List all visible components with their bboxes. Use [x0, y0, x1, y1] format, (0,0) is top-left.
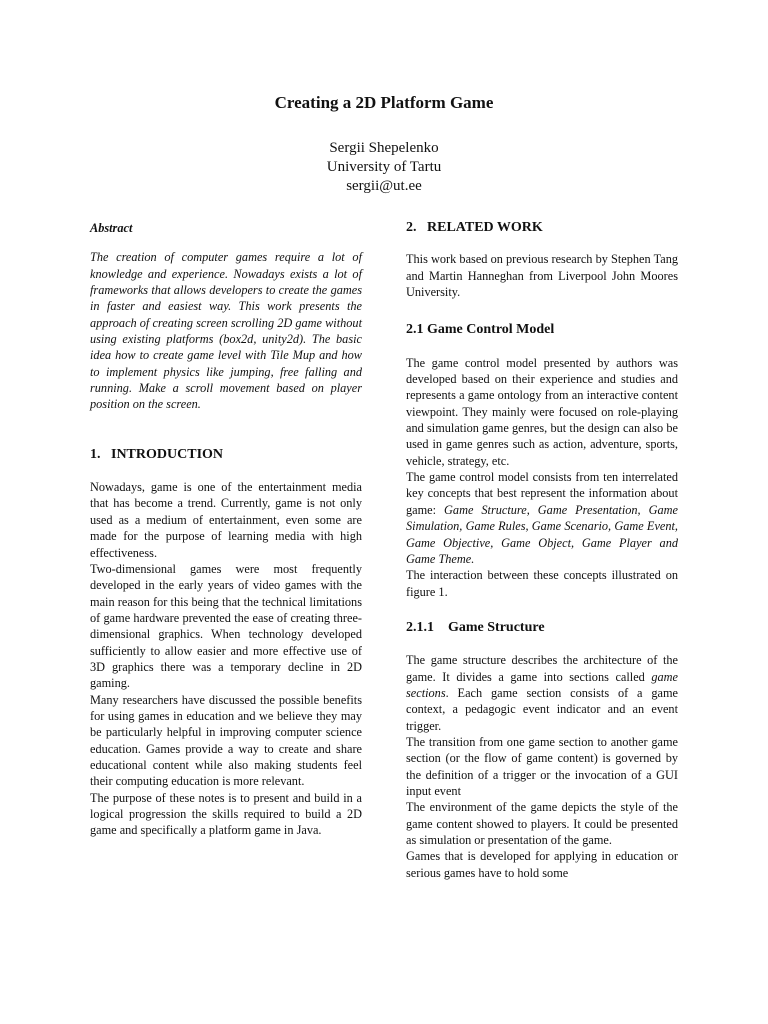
abstract-heading: Abstract	[90, 221, 133, 235]
related-work-paragraph: This work based on previous research by Stephen Tang and Martin Hanneghan from Liverpool John Moores University.	[406, 252, 678, 300]
game-control-model-paragraph-2	[406, 469, 678, 567]
concepts-list: Game Structure, Game Presentation, Game Simulation, Game Rules, Game Scenario, Game Event, Game Objective, Game Object, Game Player and Game Theme.	[406, 502, 678, 566]
author-affiliation: University of Tartu	[326, 159, 442, 175]
game-structure-paragraph-4: Games that is developed for applying in education or serious games have to hold some	[406, 849, 678, 880]
left-column	[90, 220, 362, 839]
author-name: Sergii Shepelenko	[329, 140, 439, 156]
abstract-text: The creation of computer games require a lot of knowledge and experience. Nowadays exists a lot of frameworks that allows developers to create the games in faster and easiest way. This work presents the approach of creating screen scrolling 2D game without using existing platforms (box2d, unity2d). The basic idea how to create game level with Tile Mup and how to implement physics like jumping, free falling and running. Make a scroll movement based on player position on the screen.	[90, 250, 362, 412]
concepts-intro-text: The game control model consists from ten interrelated key concepts that best represent the information about game:	[406, 470, 678, 517]
introduction-paragraph-3: Many researchers have discussed the possible benefits for using games in education and we believe they may be particularly helpful in improving computer science education. Games provide a way to create and share educational content while also making students feel their computing education is more relevant.	[90, 692, 362, 789]
introduction-heading: 1. INTRODUCTION	[90, 446, 224, 462]
game-structure-heading: 2.1.1 Game Structure	[406, 619, 545, 635]
introduction-paragraph-2: Two-dimensional games were most frequently developed in the early years of video games with the main reason for this being that the technical limitations of game hardware prevented the ease of creating three-dimensional graphics. When technology developed sufficiently to allow easier and more effective use of 3D graphics there was a temporary decline in 2D gaming.	[90, 561, 362, 691]
game-structure-text-end: . Each game section consists of a game context, a pedagogic event indicator and an event trigger.	[406, 685, 678, 733]
paper-title: Creating a 2D Platform Game	[274, 93, 494, 112]
game-sections-term: game sections	[406, 669, 678, 700]
game-control-model-paragraph-1: The game control model presented by authors was developed based on their experience and studies and represents a game ontology from an interactive content viewpoint. They mainly were focused on role-playing and simulation game genres, but the design can also be used in game genres such as action, adventure, sports, vehicle, strategy, etc.	[406, 355, 678, 468]
author-email: sergii@ut.ee	[346, 178, 422, 194]
introduction-paragraph-4: The purpose of these notes is to present and build in a logical progression the skills required to build a 2D game and specifically a platform game in Java.	[90, 790, 362, 838]
game-structure-paragraph-2: The transition from one game section to another game section (or the flow of game content) is governed by the definition of a trigger or the invocation of a GUI input event	[406, 734, 678, 798]
introduction-paragraph-1: Nowadays, game is one of the entertainment media that has become a trend. Currently, game is not only used as a medium of entertainment, even some are made for the purpose of learning media with high effectiveness.	[90, 480, 362, 560]
author-block	[0, 139, 768, 196]
game-control-model-heading: 2.1 Game Control Model	[406, 322, 555, 338]
right-column	[406, 220, 678, 881]
related-work-heading: 2. RELATED WORK	[406, 220, 543, 235]
game-structure-paragraph-1	[406, 652, 678, 734]
game-control-model-paragraph-3: The interaction between these concepts illustrated on figure 1.	[406, 568, 678, 599]
game-structure-text-start: The game structure describes the architecture of the game. It divides a game into sections called	[406, 653, 678, 684]
game-structure-paragraph-3: The environment of the game depicts the style of the game content showed to players. It could be presented as simulation or presentation of the game.	[406, 800, 678, 847]
